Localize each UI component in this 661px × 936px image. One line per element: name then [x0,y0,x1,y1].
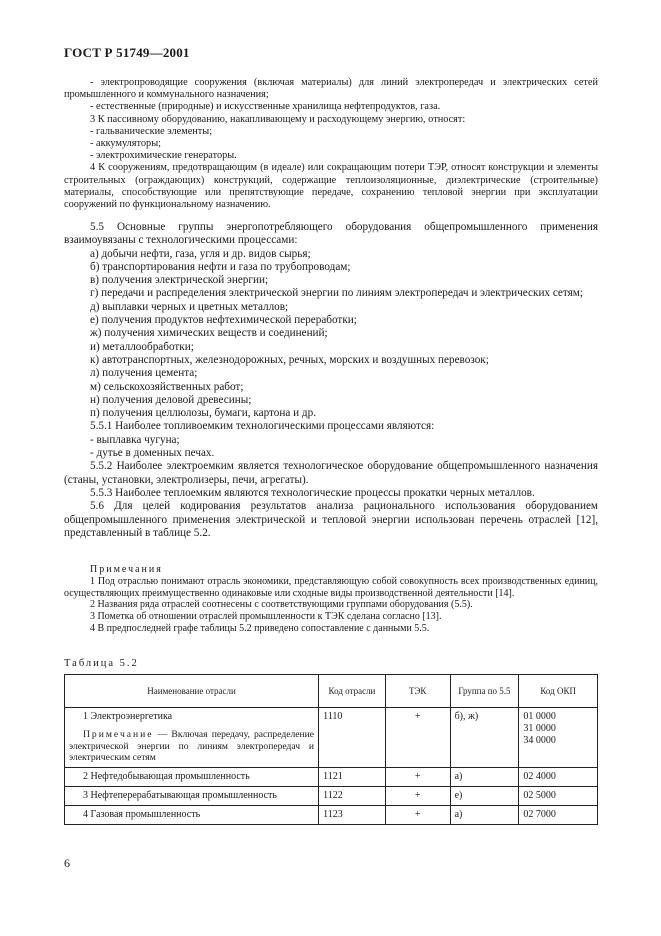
list-item: л) получения цемента; [90,367,198,380]
table-row [65,805,598,824]
paragraph-5-5-2: 5.5.2 Наиболее электроемким является технологическое оборудование общепромышленного назначения (станы, установки, электролизеры, печи, агрегаты). [64,460,598,486]
paragraph-5-5-1: 5.5.1 Наиболее топливоемким технологическими процессами являются: [90,420,435,433]
table-row [65,767,598,786]
cell-code: 1123 [319,805,386,824]
column-header: ТЭК [385,675,450,708]
page-number: 6 [64,856,70,870]
okp-code: 01 0000 [523,711,556,722]
cell-name: 4 Газовая промышленность [65,805,319,824]
list-item: б) транспортирования нефти и газа по трубопроводам; [90,260,351,273]
paragraph-5-5-3: 5.5.3 Наиболее теплоемким являются технологические процессы прокатки черных металлов. [90,486,535,499]
cell-group: б), ж) [450,708,519,768]
paragraph-5-5: 5.5 Основные группы энергопотребляющего оборудования общепромышленного применения взаимоувязаны с технологическими процессами: [64,221,598,247]
cell-okp: 02 5000 [519,786,598,805]
row-note [69,729,314,764]
row-note-label: Примечание [83,729,154,740]
column-header: Группа по 5.5 [450,675,519,708]
paragraph: - электропроводящие сооружения (включая материалы) для линий электропередач и электрических сетей промышленного и коммунального назначения; [64,77,598,101]
cell-code: 1122 [319,786,386,805]
list-item: ж) получения химических веществ и соединений; [90,327,328,340]
paragraph: 4 К сооружениям, предотвращающим (в идеале) или сокращающим потери ТЭР, относят конструкции и элементы строительных (ограждающих) конструкций, содержащие теплоизоляционные, диэлектрические (строительные) материалы, способствующие или препятствующие передаче, сохранению тепловой энергии при эксплуатации сооружений по функциональному назначению. [64,162,598,211]
row-title: 1 Электроэнергетика [83,711,173,722]
cell-group: а) [450,805,519,824]
list-item: - выплавка чугуна; [90,433,180,446]
text-block-equipment [64,77,598,211]
list-item: н) получения деловой древесины; [90,393,252,406]
cell-group: е) [450,786,519,805]
list-item: а) добычи нефти, газа, угля и др. видов сырья; [90,247,311,260]
cell-tek: + [385,805,450,824]
row-note-text: — Включая передачу, распределение электрической энергии по линиям электропередач и электрическим сетям [69,729,315,764]
cell-okp: 02 7000 [519,805,598,824]
cell-code: 1110 [319,708,386,768]
cell-okp: 02 4000 [519,767,598,786]
cell-code: 1121 [319,767,386,786]
paragraph: - аккумуляторы; [90,138,161,150]
cell-group: а) [450,767,519,786]
table-header-row [65,675,598,708]
notes-title: Примечания [90,564,163,575]
cell-tek: + [385,708,450,768]
table-caption: Таблица 5.2 [64,658,139,669]
okp-code: 34 0000 [523,735,556,746]
column-header: Код ОКП [519,675,598,708]
document-header: ГОСТ Р 51749—2001 [64,45,190,60]
section-5-5 [64,221,598,540]
cell-tek: + [385,786,450,805]
cell-name: 3 Нефтеперерабатывающая промышленность [65,786,319,805]
okp-code: 31 0000 [523,723,556,734]
list-item: в) получения электрической энергии; [90,274,269,287]
column-header: Код отрасли [319,675,386,708]
notes-block [64,564,598,635]
industries-table [64,674,598,825]
note-item: 2 Названия ряда отраслей соотнесены с соответствующими группами оборудования (5.5). [90,599,473,611]
paragraph: - электрохимические генераторы. [90,150,237,162]
table-row [65,786,598,805]
paragraph: - естественные (природные) и искусственные хранилища нефтепродуктов, газа. [90,101,441,113]
cell-tek: + [385,767,450,786]
list-item: и) металлообработки; [90,340,194,353]
list-item: п) получения целлюлозы, бумаги, картона и др. [90,407,317,420]
cell-name [65,708,319,768]
list-item: к) автотранспортных, железнодорожных, речных, морских и воздушных перевозок; [90,353,489,366]
paragraph: 3 К пассивному оборудованию, накапливающему и расходующему энергию, относят: [90,113,466,125]
note-item: 1 Под отраслью понимают отрасль экономики, представляющую собой совокупность всех производственных единиц, осуществляющих преимущественно одинаковые или сходные виды производственной деятельности [14]. [64,575,598,599]
list-item: е) получения продуктов нефтехимической переработки; [90,314,357,327]
column-header: Наименование отрасли [65,675,319,708]
list-item: - дутье в доменных печах. [90,447,215,460]
cell-okp [519,708,598,768]
table-row [65,708,598,768]
note-item: 3 Пометка об отношении отраслей промышленности к ТЭК сделана согласно [13]. [90,611,442,623]
cell-name: 2 Нефтедобывающая промышленность [65,767,319,786]
paragraph-5-6: 5.6 Для целей кодирования результатов анализа рационального использования оборудованием общепромышленного применения электрической и тепловой энергии использован перечень отраслей [12], представленный в таблице 5.2. [64,500,598,539]
note-item: 4 В предпоследней графе таблицы 5.2 приведено сопоставление с данными 5.5. [90,622,430,634]
list-item: м) сельскохозяйственных работ; [90,380,244,393]
paragraph: - гальванические элементы; [90,125,213,137]
list-item: д) выплавки черных и цветных металлов; [90,300,289,313]
list-item: г) передачи и распределения электрической энергии по линиям электропередач и электрических сетям; [90,287,583,300]
